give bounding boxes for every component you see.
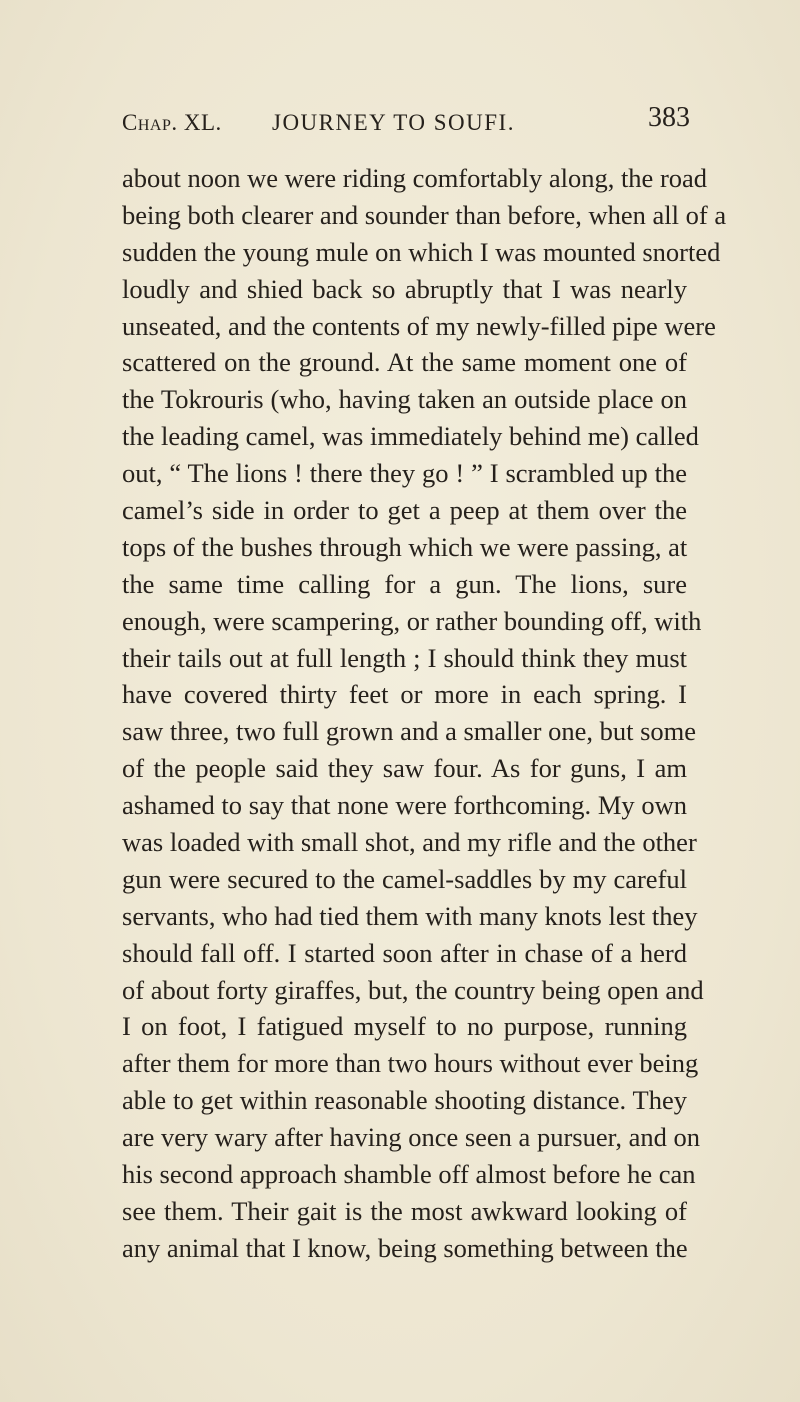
chapter-label: Chap. XL. (122, 110, 222, 135)
text-line: about noon we were riding comfortably along, the road (122, 163, 708, 193)
text-line: scattered on the ground. At the same moment one of (122, 347, 687, 378)
text-line: able to get within reasonable shooting distance. They (122, 1085, 687, 1116)
text-line: out, “ The lions ! there they go ! ” I scrambled up the (122, 458, 687, 489)
text-line: his second approach shamble off almost before he can (122, 1159, 696, 1190)
text-line: saw three, two full grown and a smaller one, but some (122, 716, 697, 747)
text-line: any animal that I know, being something between the (122, 1232, 688, 1263)
text-line: the leading camel, was immediately behind me) called (122, 421, 699, 452)
text-line: loudly and shied back so abruptly that I was nearly (122, 273, 687, 304)
body-text (122, 160, 727, 1267)
text-line: the Tokrouris (who, having taken an outside place on (122, 384, 687, 415)
text-line: tops of the bushes through which we were passing, at (122, 531, 688, 562)
text-line: their tails out at full length ; I should think they must (122, 642, 687, 673)
text-line: should fall off. I started soon after in chase of a herd (122, 937, 687, 968)
text-line: enough, were scampering, or rather bounding off, with (122, 605, 702, 636)
text-line: of about forty giraffes, but, the country being open and (122, 974, 704, 1005)
page-number: 383 (648, 102, 690, 133)
text-line: of the people said they saw four. As for guns, I am (122, 753, 687, 784)
text-line: being both clearer and sounder than before, when all of a (122, 199, 727, 230)
text-line: gun were secured to the camel-saddles by my careful (122, 863, 687, 894)
running-title: JOURNEY TO SOUFI. (272, 110, 515, 135)
text-line: servants, who had tied them with many knots lest they (122, 900, 698, 931)
text-line: have covered thirty feet or more in each spring. I (122, 679, 687, 710)
text-line: I on foot, I fatigued myself to no purpose, running (122, 1011, 687, 1042)
page-header (122, 96, 690, 146)
text-line: after them for more than two hours without ever being (122, 1048, 699, 1079)
text-line: unseated, and the contents of my newly-filled pipe were (122, 310, 716, 341)
text-line: see them. Their gait is the most awkward looking of (122, 1195, 687, 1226)
text-line: was loaded with small shot, and my rifle and the other (122, 827, 697, 858)
text-line: camel’s side in order to get a peep at them over the (122, 495, 687, 526)
text-line: sudden the young mule on which I was mounted snorted (122, 236, 721, 267)
text-line: ashamed to say that none were forthcoming. My own (122, 790, 687, 821)
text-line: are very wary after having once seen a pursuer, and on (122, 1122, 700, 1153)
text-line: the same time calling for a gun. The lions, sure (122, 568, 687, 599)
